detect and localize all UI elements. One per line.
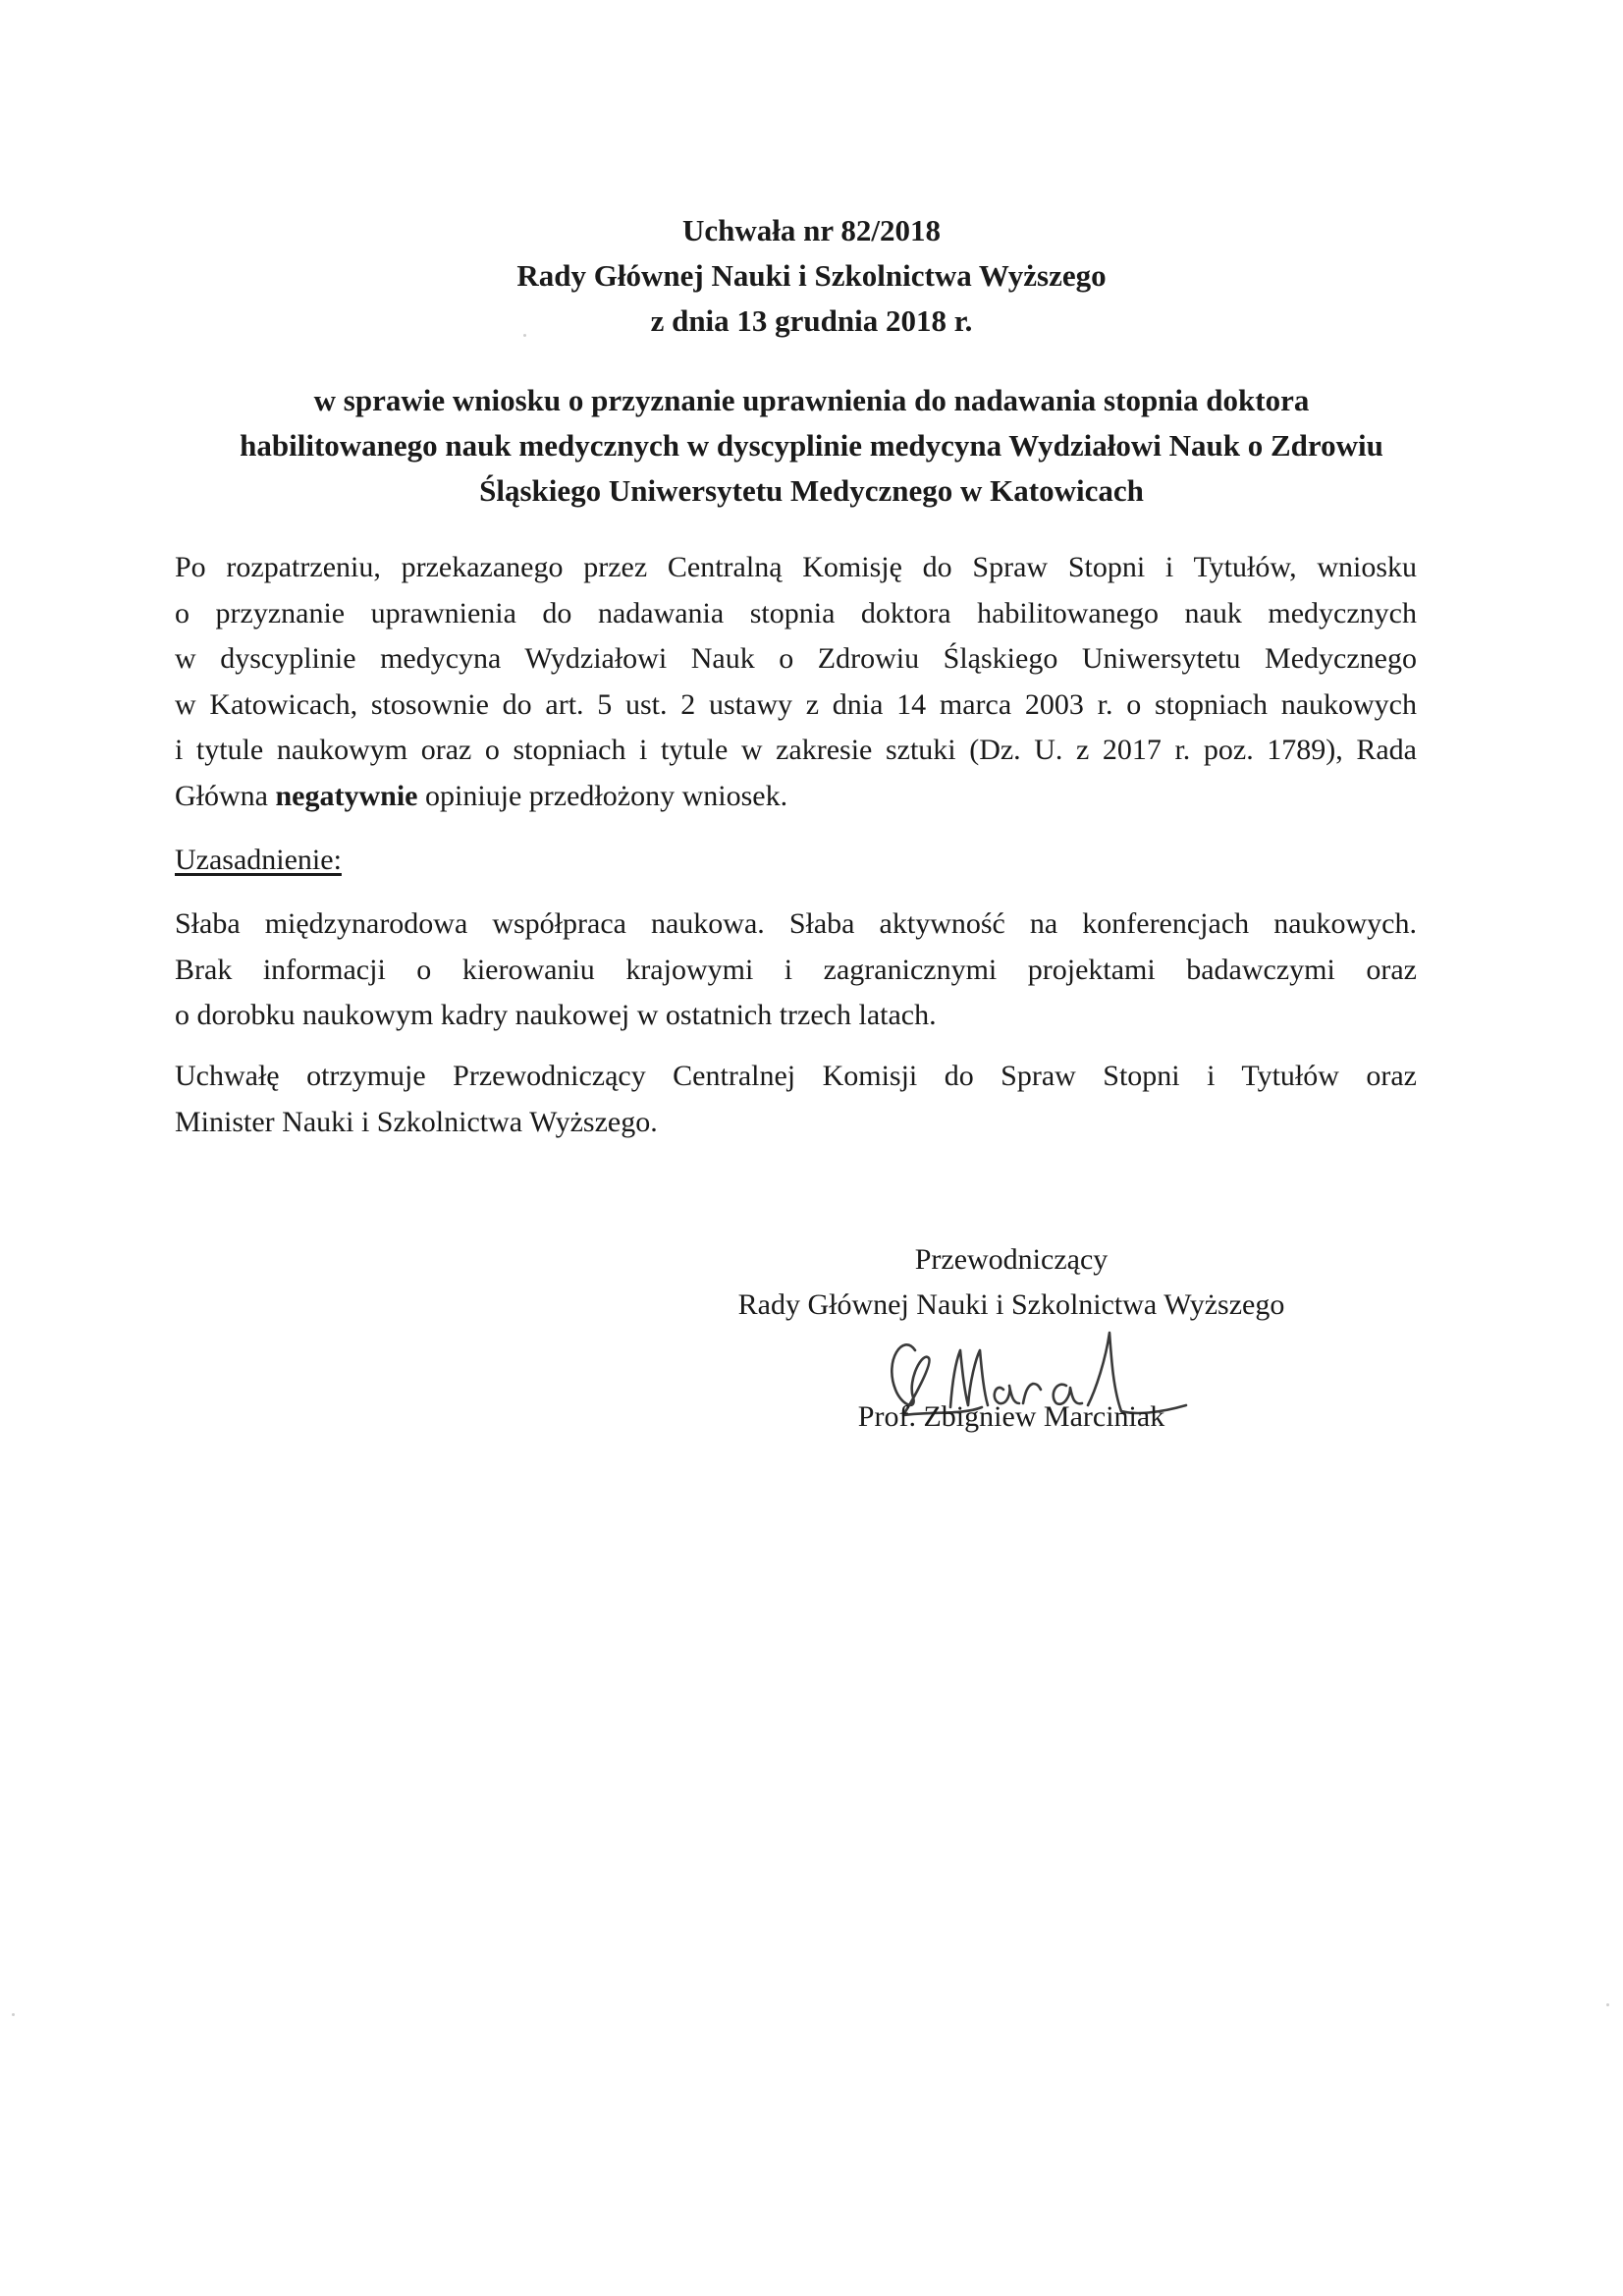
justification-line-3: o dorobku naukowym kadry naukowej w ostatnich trzech latach. (175, 999, 937, 1031)
decision-line-4: w Katowicach, stosownie do art. 5 ust. 2 ustawy z dnia 14 marca 2003 r. o stopniach naukowych (175, 687, 1417, 721)
subject-line-1: w sprawie wniosku o przyznanie uprawnienia do nadawania stopnia doktora (313, 383, 1310, 417)
resolution-date: z dnia 13 grudnia 2018 r. (650, 303, 973, 338)
decision-verdict: negatywnie (275, 779, 418, 812)
subject-line-2: habilitowanego nauk medycznych w dyscyplinie medycyna Wydziałowi Nauk o Zdrowiu (240, 428, 1383, 463)
decision-line-6 (175, 774, 1417, 820)
justification-line-1: Słaba międzynarodowa współpraca naukowa. Słaba aktywność na konferencjach naukowych. (175, 907, 1417, 940)
scan-speck (1606, 2003, 1609, 2006)
distribution-paragraph (175, 1054, 1417, 1145)
resolution-subject (0, 378, 1623, 514)
signer-organization: Rady Głównej Nauki i Szkolnictwa Wyższego (737, 1288, 1285, 1321)
resolution-header (0, 208, 1623, 344)
resolution-number: Uchwała nr 82/2018 (682, 213, 941, 247)
decision-line-5: i tytule naukowym oraz o stopniach i tytule w zakresie sztuki (Dz. U. z 2017 r. poz. 1789), Rada (175, 734, 1417, 766)
justification-line-2: Brak informacji o kierowaniu krajowymi i zagranicznymi projektami badawczymi oraz (175, 953, 1417, 986)
decision-line-3: w dyscyplinie medycyna Wydziałowi Nauk o Zdrowiu Śląskiego Uniwersytetu Medycznego (175, 642, 1417, 675)
scan-speck (12, 2013, 15, 2016)
justification-heading: Uzasadnienie: (175, 844, 342, 876)
decision-paragraph (175, 545, 1417, 819)
decision-line-1: Po rozpatrzeniu, przekazanego przez Centralną Komisję do Spraw Stopni i Tytułów, wniosku (175, 551, 1417, 583)
distribution-line-2: Minister Nauki i Szkolnictwa Wyższego. (175, 1105, 658, 1138)
subject-line-3: Śląskiego Uniwersytetu Medycznego w Katowicach (479, 473, 1144, 508)
signer-title: Przewodniczący (914, 1243, 1109, 1276)
distribution-line-1: Uchwałę otrzymuje Przewodniczący Centralnej Komisji do Spraw Stopni i Tytułów oraz (175, 1060, 1417, 1092)
signature-heading (668, 1237, 1355, 1328)
decision-line-2: o przyznanie uprawnienia do nadawania stopnia doktora habilitowanego nauk medycznych (175, 596, 1417, 629)
decision-line-6-suffix: opiniuje przedłożony wniosek. (417, 779, 788, 812)
decision-line-6-prefix: Główna (175, 779, 276, 812)
justification-paragraph (175, 902, 1417, 1039)
scan-speck (523, 334, 526, 337)
signer-name: Prof. Zbigniew Marciniak (857, 1400, 1165, 1433)
issuing-body: Rady Głównej Nauki i Szkolnictwa Wyższego (516, 258, 1107, 293)
